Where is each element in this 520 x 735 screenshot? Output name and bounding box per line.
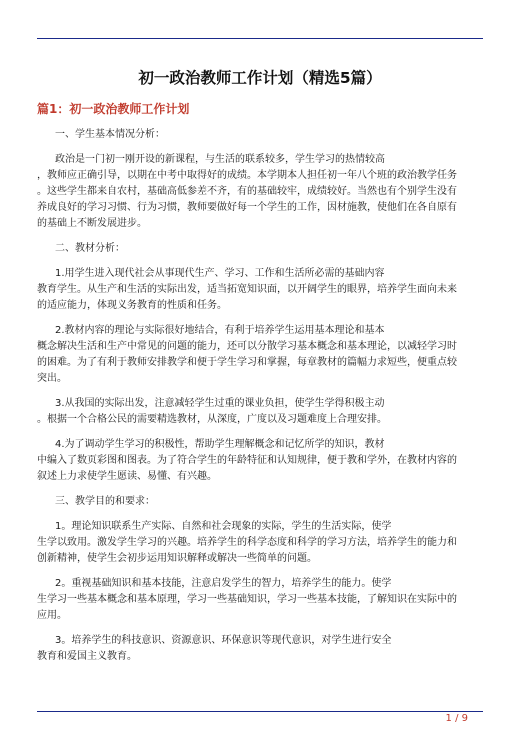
paragraph-line: 3.从我国的实际出发，注意减轻学生过重的课业负担，使学生学得积极主动 bbox=[55, 398, 385, 409]
paragraph bbox=[37, 152, 487, 232]
paragraph-line: 创新精神，使学生会初步运用知识解释或解决一些简单的问题。 bbox=[37, 553, 317, 564]
paragraph-line: 养成良好的学习习惯、行为习惯，教师要做好每一个学生的工作，因材施教，使他们在各自原有 bbox=[37, 202, 457, 213]
paragraph-line: 概念解决生活和生产中常见的问题的能力，还可以分散学习基本概念和基本理论，以减轻学习时 bbox=[37, 341, 457, 352]
paragraph bbox=[37, 437, 487, 485]
paragraph-line: 。根据一个合格公民的需要精选教材，从深度，广度以及习题难度上合理安排。 bbox=[37, 414, 387, 425]
paragraph-line: 突出。 bbox=[37, 373, 67, 384]
paragraph bbox=[37, 266, 487, 314]
paragraph-line: 2。重视基础知识和基本技能，注意启发学生的智力，培养学生的能力。使学 bbox=[55, 578, 392, 589]
paragraph bbox=[37, 323, 487, 387]
paragraph bbox=[37, 633, 487, 665]
paragraph-line: ，教师应正确引导，以期在中考中取得好的成绩。本学期本人担任初一年八个班的政治教学任务 bbox=[37, 170, 457, 181]
footer-rule bbox=[37, 711, 483, 712]
paragraph-line: 1.用学生进入现代社会从事现代生产、学习、工作和生活所必需的基础内容 bbox=[55, 268, 385, 279]
paragraph-line: 教育学生。从生产和生活的实际出发，适当拓宽知识面，以开阔学生的眼界，培养学生面向未来 bbox=[37, 284, 457, 295]
paragraph-line: 3。培养学生的科技意识、资源意识、环保意识等现代意识，对学生进行安全 bbox=[55, 635, 392, 646]
section-heading: 三、教学目的和要求： bbox=[55, 496, 155, 507]
paragraph-line: 生学以致用。激发学生学习的兴趣。培养学生的科学态度和科学的学习方法，培养学生的能力和 bbox=[37, 537, 457, 548]
paragraph-line: 2.教材内容的理论与实际很好地结合，有利于培养学生运用基本理论和基本 bbox=[55, 325, 385, 336]
paragraph bbox=[37, 519, 487, 567]
paragraph-line: 1。理论知识联系生产实际、自然和社会现象的实际，学生的生活实际，使学 bbox=[55, 521, 392, 532]
paragraph-line: 应用。 bbox=[37, 610, 67, 621]
paragraph-line: 教育和爱国主义教育。 bbox=[37, 651, 137, 662]
paragraph-line: 叙述上力求使学生愿读、易懂、有兴趣。 bbox=[37, 471, 217, 482]
header-rule bbox=[37, 38, 483, 39]
section-heading: 二、教材分析： bbox=[55, 243, 125, 254]
section-title: 篇1：初一政治教师工作计划 bbox=[37, 102, 190, 116]
paragraph-line: 中编入了数页彩图和图表。为了符合学生的年龄特征和认知规律，便于教和学外，在教材内容的 bbox=[37, 455, 457, 466]
paragraph-line: 的困难。为了有利于教师安排教学和便于学生学习和掌握，每章教材的篇幅力求短些，便重点较 bbox=[37, 357, 457, 368]
page-number: 1 / 9 bbox=[445, 713, 468, 724]
document-body bbox=[37, 127, 487, 674]
paragraph-line: 政治是一门初一刚开设的新课程，与生活的联系较多，学生学习的热情较高 bbox=[55, 154, 385, 165]
paragraph-line: 。这些学生都来自农村，基础高低参差不齐，有的基础较牢，成绩较好。当然也有个别学生没有 bbox=[37, 186, 457, 197]
paragraph-line: 的适应能力，体现义务教育的性质和任务。 bbox=[37, 300, 227, 311]
paragraph bbox=[37, 576, 487, 624]
section-heading: 一、学生基本情况分析： bbox=[55, 129, 165, 140]
paragraph-line: 生学习一些基本概念和基本原理，学习一些基础知识，学习一些基本技能，了解知识在实际中的 bbox=[37, 594, 457, 605]
paragraph-line: 的基础上不断发展进步。 bbox=[37, 218, 147, 229]
paragraph-line: 4.为了调动学生学习的积极性，帮助学生理解概念和记忆所学的知识，教材 bbox=[55, 439, 385, 450]
paragraph bbox=[37, 396, 487, 428]
document-title: 初一政治教师工作计划（精选5篇） bbox=[138, 69, 382, 87]
